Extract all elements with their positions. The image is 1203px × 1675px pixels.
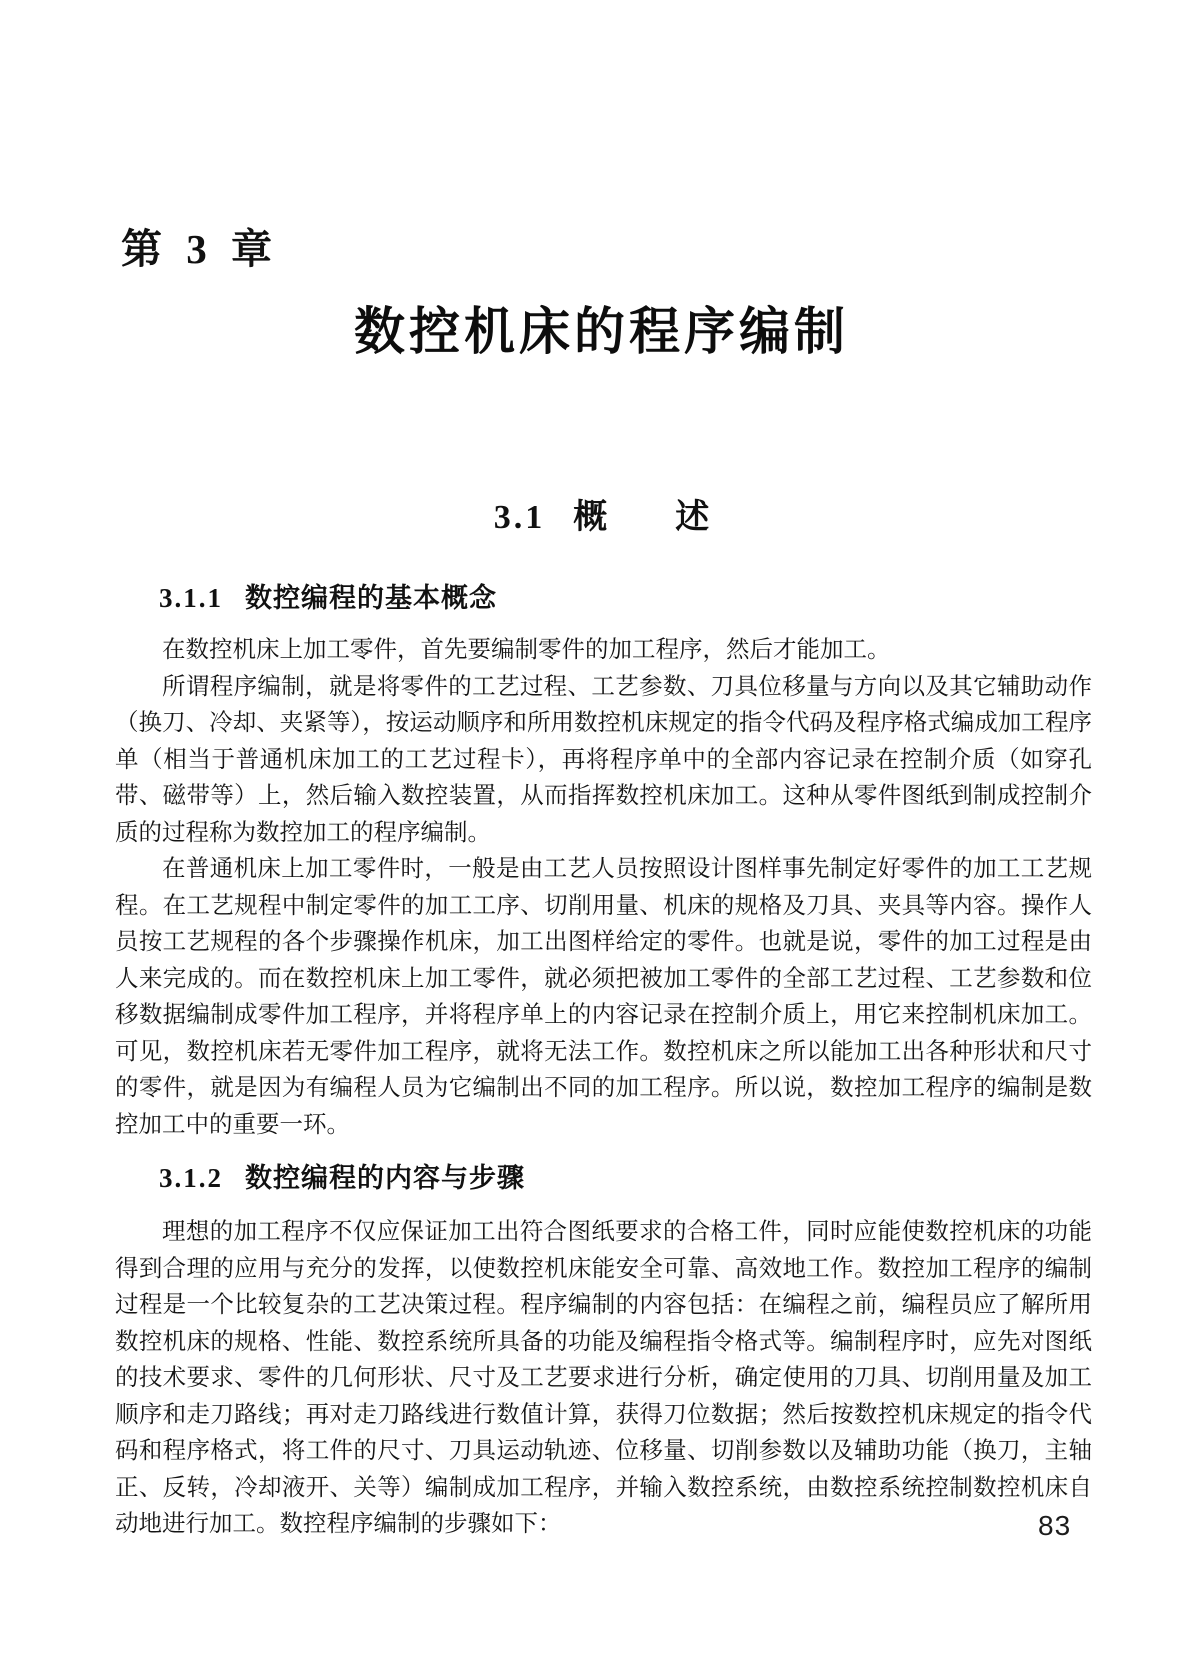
chapter-label: 第 3 章	[121, 226, 279, 272]
paragraph: 理想的加工程序不仅应保证加工出符合图纸要求的合格工件，同时应能使数控机床的功能得到合理的应用与充分的发挥，以使数控机床能安全可靠、高效地工作。数控加工程序的编制过程是一个比较复杂的工艺决策过程。程序编制的内容包括：在编程之前，编程员应了解所用数控机床的规格、性能、数控系统所具备的功能及编程指令格式等。编制程序时，应先对图纸的技术要求、零件的几何形状、尺寸及工艺要求进行分析，确定使用的刀具、切削用量及加工顺序和走刀路线；再对走刀路线进行数值计算，获得刀位数据；然后按数控机床规定的指令代码和程序格式，将工件的尺寸、刀具运动轨迹、位移量、切削参数以及辅助功能（换刀，主轴正、反转，冷却液开、关等）编制成加工程序，并输入数控系统，由数控系统控制数控机床自动地进行加工。数控程序编制的步骤如下：	[115, 1219, 1092, 1537]
subsection-heading-312	[115, 1161, 1092, 1195]
subsection-heading-311	[115, 581, 1092, 615]
subsection-311-number: 3.1.1	[159, 583, 223, 613]
paragraph: 在数控机床上加工零件，首先要编制零件的加工程序，然后才能加工。	[162, 637, 891, 663]
section-number: 3.1	[493, 499, 546, 536]
paragraph: 所谓程序编制，就是将零件的工艺过程、工艺参数、刀具位移量与方向以及其它辅助动作（换刀、冷却、夹紧等），按运动顺序和所用数控机床规定的指令代码及程序格式编成加工程序单（相当于普通机床加工的工艺过程卡），再将程序单中的全部内容记录在控制介质（如穿孔带、磁带等）上，然后输入数控装置，从而指挥数控机床加工。这种从零件图纸到制成控制介质的过程称为数控加工的程序编制。	[115, 673, 1092, 846]
page-number: 83	[1038, 1510, 1072, 1541]
subsection-312-number: 3.1.2	[159, 1163, 223, 1193]
subsection-312-title: 数控编程的内容与步骤	[245, 1163, 525, 1193]
section-title: 概 述	[573, 499, 710, 536]
paragraph: 在普通机床上加工零件时，一般是由工艺人员按照设计图样事先制定好零件的加工工艺规程。在工艺规程中制定零件的加工工序、切削用量、机床的规格及刀具、夹具等内容。操作人员按工艺规程的各个步骤操作机床，加工出图样给定的零件。也就是说，零件的加工过程是由人来完成的。而在数控机床上加工零件，就必须把被加工零件的全部工艺过程、工艺参数和位移数据编制成零件加工程序，并将程序单上的内容记录在控制介质上，用它来控制机床加工。可见，数控机床若无零件加工程序，就将无法工作。数控机床之所以能加工出各种形状和尺寸的零件，就是因为有编程人员为它编制出不同的加工程序。所以说，数控加工程序的编制是数控加工中的重要一环。	[115, 856, 1092, 1138]
section-heading	[0, 489, 1203, 538]
text-body	[115, 581, 1092, 1543]
chapter-title: 数控机床的程序编制	[353, 303, 849, 360]
subsection-311-title: 数控编程的基本概念	[245, 583, 497, 613]
